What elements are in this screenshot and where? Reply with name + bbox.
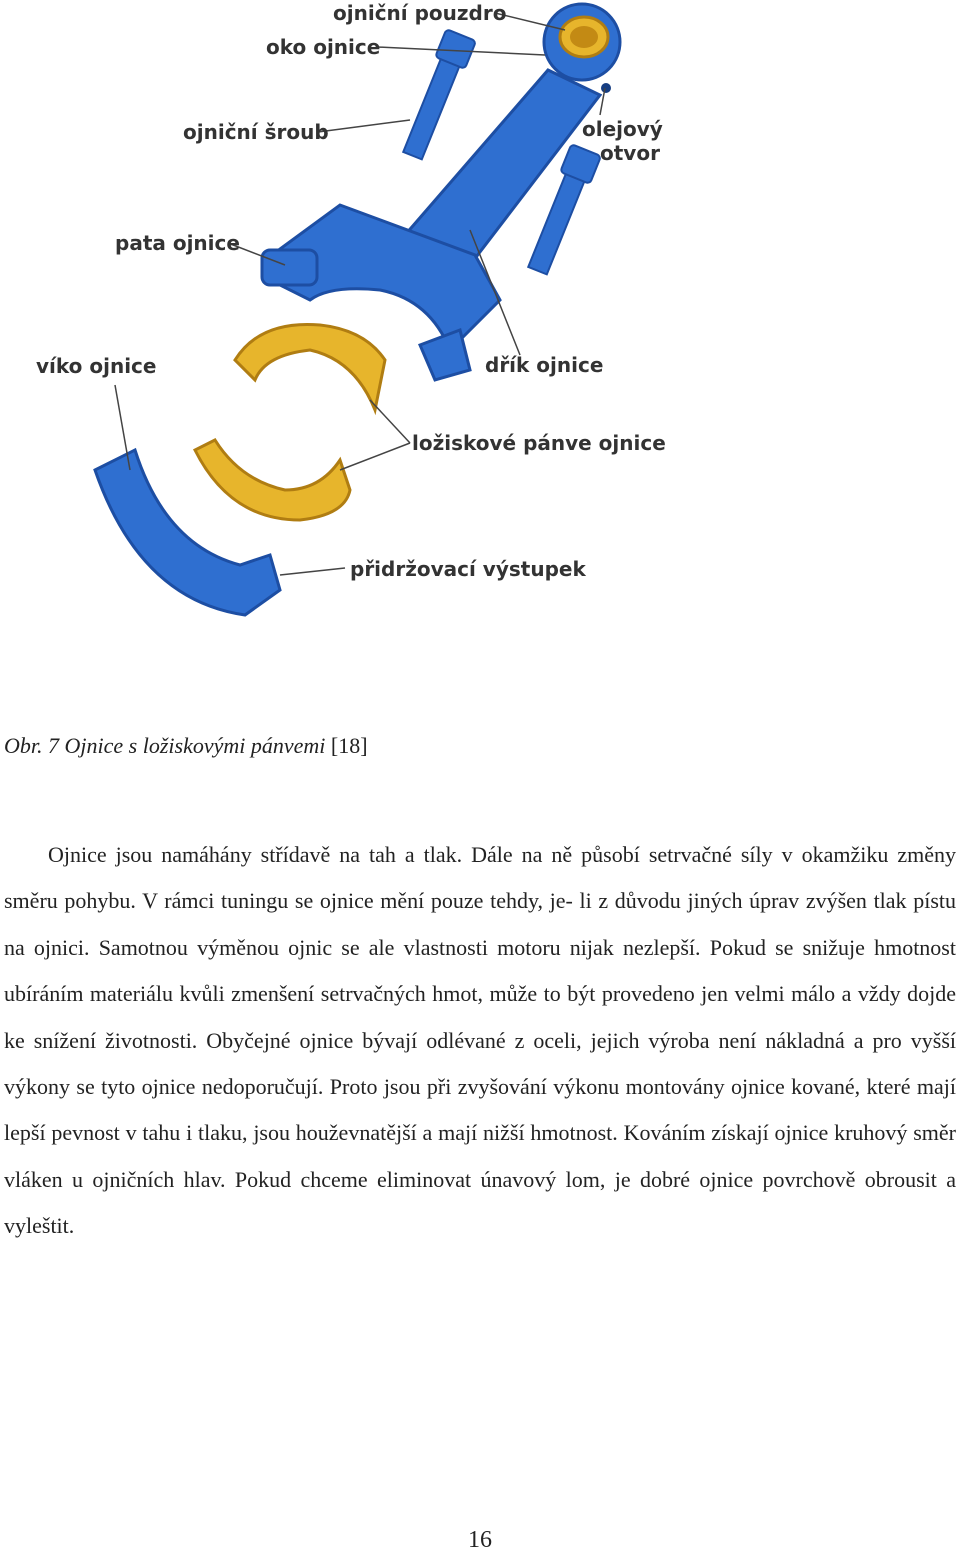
- label-oil-hole-2: otvor: [600, 141, 660, 165]
- label-cap: víko ojnice: [36, 354, 157, 378]
- connecting-rod-figure: [0, 0, 700, 700]
- figure-caption: [4, 733, 368, 759]
- label-locating-lug: přidržovací výstupek: [350, 557, 586, 581]
- label-oil-hole: olejový: [582, 117, 663, 141]
- caption-text: 7 Ojnice s ložiskovými pánvemi: [42, 733, 326, 758]
- caption-prefix: Obr.: [4, 733, 43, 758]
- label-small-end: oko ojnice: [266, 35, 381, 59]
- label-bearing-shells: ložiskové pánve ojnice: [412, 431, 666, 455]
- label-shank: dřík ojnice: [485, 353, 604, 377]
- label-big-end: pata ojnice: [115, 231, 240, 255]
- body-paragraph: Ojnice jsou namáhány střídavě na tah a tlak. Dále na ně působí setrvačné síly v okamžiku změny směru pohybu. V rámci tuningu se ojnice mění pouze tehdy, je- li z důvodu jiných úprav zvýšen tlak pístu na ojnici. Samotnou výměnou ojnic se ale vlastnosti motoru nijak nezlepší. Pokud se snižuje hmotnost ubíráním materiálu kvůli zmenšení setrvačných hmot, může to být provedeno jen velmi málo a vždy dojde ke snížení životnosti. Obyčejné ojnice bývají odlévané z oceli, jejich výroba není nákladná a pro vyšší výkony se tyto ojnice nedoporučují. Proto jsou při zvyšování výkonu montovány ojnice kované, které mají lepší pevnost v tahu i tlaku, jsou houževnatější a mají nižší hmotnost. Kováním získají ojnice kruhový směr vláken u ojničních hlav. Pokud chceme eliminovat únavový lom, je dobré ojnice povrchově obrousit a vyleštit.: [4, 842, 956, 1239]
- cap-shape: [95, 450, 280, 615]
- bearing-shell-shape-lower: [195, 440, 350, 520]
- page-number: 16: [468, 1527, 492, 1553]
- label-bolt: ojniční šroub: [183, 120, 329, 144]
- bearing-shell-shape: [235, 324, 385, 410]
- caption-reference: [18]: [325, 733, 368, 758]
- label-pin-bushing: ojniční pouzdro: [333, 1, 507, 25]
